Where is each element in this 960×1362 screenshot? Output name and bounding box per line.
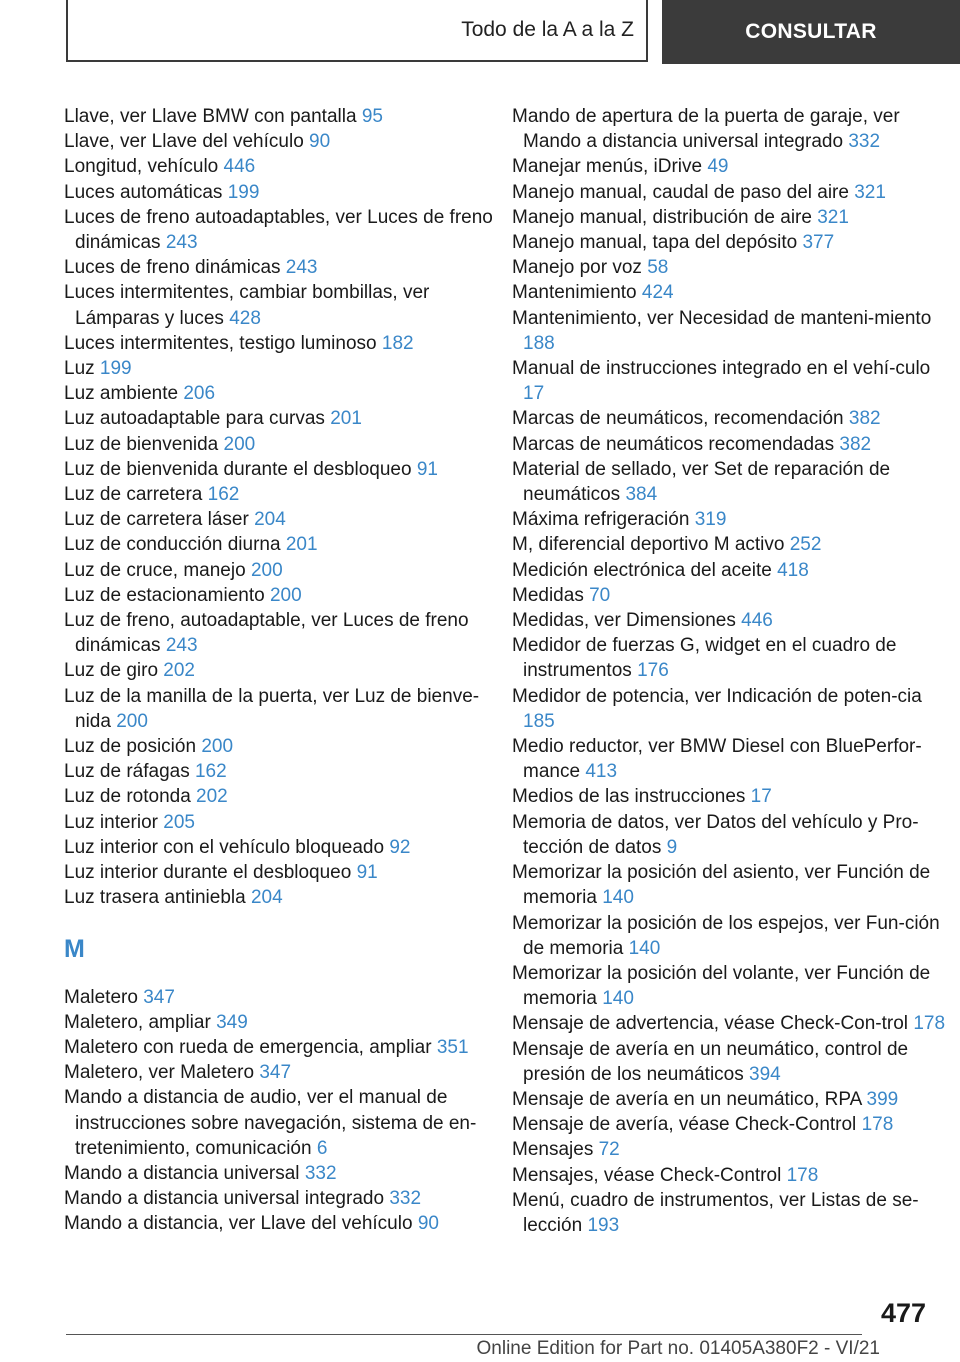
index-term: Luz de carretera láser	[64, 509, 249, 531]
index-entry	[512, 734, 952, 784]
index-entry	[64, 1035, 504, 1060]
page-link[interactable]: 428	[229, 307, 261, 329]
index-entry	[64, 608, 504, 658]
page-link[interactable]: 178	[913, 1013, 946, 1035]
page-link[interactable]: 176	[637, 660, 669, 682]
index-term: Mando a distancia de audio, ver el manual de instrucciones sobre navegación, sistema de en-tretenimiento, comunicación	[64, 1087, 477, 1159]
page-link[interactable]: 140	[602, 988, 634, 1010]
index-term: Llave, ver Llave BMW con pantalla	[64, 106, 357, 127]
index-term: Medidas, ver Dimensiones	[512, 610, 736, 632]
index-term: Marcas de neumáticos recomendadas	[512, 433, 835, 455]
index-entry	[64, 759, 504, 784]
footer-divider	[66, 1334, 862, 1335]
index-term: Mensajes	[512, 1139, 594, 1161]
page-link[interactable]: 17	[750, 786, 772, 808]
index-term: Luces intermitentes, cambiar bombillas, ver Lámparas y luces	[64, 282, 430, 329]
page-link[interactable]: 185	[523, 710, 555, 732]
index-term: Luz de cruce, manejo	[64, 559, 246, 581]
page-link[interactable]: 321	[817, 206, 849, 228]
page-link[interactable]: 178	[861, 1114, 894, 1136]
index-entry	[512, 356, 952, 406]
page-link[interactable]: 252	[789, 534, 822, 556]
page-link[interactable]: 200	[269, 584, 302, 606]
page-link[interactable]: 162	[194, 761, 227, 783]
index-term: Luces de freno dinámicas	[64, 257, 281, 279]
index-entry	[512, 633, 952, 683]
index-entry	[64, 406, 504, 431]
footer-edition-text: Online Edition for Part no. 01405A380F2 - VI/21	[476, 1338, 880, 1359]
index-term: Luz de freno, autoadaptable, ver Luces de freno dinámicas	[64, 610, 469, 657]
page-link[interactable]: 200	[250, 559, 283, 581]
page-link[interactable]: 243	[165, 635, 198, 657]
index-term: Maletero con rueda de emergencia, ampliar	[64, 1036, 432, 1058]
page-link[interactable]: 17	[523, 383, 545, 405]
index-term: Llave, ver Llave del vehículo	[64, 131, 304, 153]
index-entry	[512, 1011, 952, 1036]
index-term: Medio reductor, ver BMW Diesel con BluePerfor-mance	[512, 736, 922, 783]
index-entry	[64, 1060, 504, 1085]
page-link[interactable]: 199	[227, 181, 260, 203]
index-entry	[64, 1161, 504, 1186]
index-term: Maletero, ver Maletero	[64, 1062, 255, 1084]
index-entry	[512, 810, 952, 860]
index-term: Memorizar la posición del asiento, ver Función de memoria	[512, 862, 931, 909]
index-term: M, diferencial deportivo M activo	[512, 534, 785, 556]
index-entry	[512, 860, 952, 910]
index-entry	[512, 1112, 952, 1137]
index-entry	[64, 356, 504, 381]
index-entry	[64, 684, 504, 734]
page-link[interactable]: 91	[356, 862, 378, 884]
index-entry	[512, 230, 952, 255]
header-consult-tab[interactable]	[662, 0, 960, 64]
index-term: Luz de la manilla de la puerta, ver Luz de bienve-nida	[64, 685, 480, 732]
index-term: Mantenimiento	[512, 282, 637, 304]
index-term: Marcas de neumáticos, recomendación	[512, 408, 844, 430]
index-term: Luz de bienvenida	[64, 433, 219, 455]
index-entry	[512, 1188, 952, 1238]
index-entry	[512, 961, 952, 1011]
page-link[interactable]: 58	[647, 257, 669, 279]
page-link[interactable]: 70	[589, 584, 611, 606]
page-link[interactable]: 347	[143, 986, 175, 1008]
index-entry	[64, 280, 504, 330]
index-term: Manejo manual, tapa del depósito	[512, 232, 798, 254]
index-term: Maletero	[64, 986, 138, 1008]
index-entry	[64, 658, 504, 683]
index-term: Luz de bienvenida durante el desbloqueo	[64, 458, 412, 480]
section-heading-m: M	[64, 934, 85, 963]
page-link[interactable]: 95	[361, 106, 383, 127]
index-entry	[64, 1085, 504, 1161]
index-term: Memoria de datos, ver Datos del vehículo y Pro-tección de datos	[512, 811, 919, 858]
index-term: Maletero, ampliar	[64, 1011, 211, 1033]
index-entry	[512, 457, 952, 507]
index-entry	[512, 684, 952, 734]
index-term: Medidor de potencia, ver Indicación de poten-cia	[512, 685, 922, 707]
page-link[interactable]: 90	[309, 131, 331, 153]
index-term: Luz interior	[64, 811, 158, 833]
index-list-m	[64, 985, 504, 1237]
index-entry	[512, 532, 952, 557]
page-link[interactable]: 382	[848, 408, 881, 430]
index-entry	[512, 1163, 952, 1188]
index-entry	[512, 784, 952, 809]
index-term: Mensaje de advertencia, véase Check-Con-trol	[512, 1013, 909, 1035]
index-term: Longitud, vehículo	[64, 156, 219, 178]
index-entry	[64, 507, 504, 532]
index-term: Mensaje de avería en un neumático, RPA	[512, 1088, 862, 1110]
index-term: Mensajes, véase Check-Control	[512, 1164, 782, 1186]
page-link[interactable]: 6	[316, 1137, 328, 1159]
index-term: Luz de ráfagas	[64, 761, 190, 783]
index-term: Luz de estacionamiento	[64, 584, 265, 606]
index-entry	[64, 255, 504, 280]
page-link[interactable]: 178	[786, 1164, 819, 1186]
page-link[interactable]: 332	[304, 1162, 337, 1184]
index-term: Máxima refrigeración	[512, 509, 690, 531]
index-term: Luz de rotonda	[64, 786, 191, 808]
page-link[interactable]: 424	[641, 282, 674, 304]
page-number: 477	[880, 1298, 926, 1328]
page-link[interactable]: 394	[749, 1063, 781, 1085]
page-link[interactable]: 332	[389, 1188, 422, 1210]
index-term: Menú, cuadro de instrumentos, ver Listas de se-lección	[512, 1189, 919, 1236]
page-link[interactable]: 140	[628, 937, 661, 959]
index-column-right	[512, 104, 952, 1238]
index-term: Luz de giro	[64, 660, 159, 682]
index-term: Luz trasera antiniebla	[64, 887, 246, 909]
index-term: Memorizar la posición de los espejos, ver Fun-ción de memoria	[512, 912, 940, 959]
index-entry	[64, 532, 504, 557]
page-link[interactable]: 347	[259, 1062, 292, 1084]
page-link[interactable]: 206	[183, 383, 216, 405]
index-entry	[64, 205, 504, 255]
index-entry	[64, 331, 504, 356]
index-entry	[512, 1037, 952, 1087]
index-entry	[512, 608, 952, 633]
page-link[interactable]: 199	[99, 358, 132, 380]
page-link[interactable]: 201	[285, 534, 318, 556]
page-link[interactable]: 446	[741, 610, 773, 632]
page-link[interactable]: 92	[389, 836, 411, 858]
index-entry	[512, 911, 952, 961]
index-entry	[512, 432, 952, 457]
index-term: Manejar menús, iDrive	[512, 156, 703, 178]
index-term: Mando a distancia universal	[64, 1162, 300, 1184]
index-term: Medidas	[512, 584, 584, 606]
index-entry	[64, 482, 504, 507]
index-entry	[512, 180, 952, 205]
index-term: Medición electrónica del aceite	[512, 559, 772, 581]
page-link[interactable]: 321	[854, 181, 886, 203]
page-link[interactable]: 9	[666, 836, 678, 858]
page-link[interactable]: 382	[839, 433, 872, 455]
page-link[interactable]: 200	[201, 736, 234, 758]
index-entry	[64, 835, 504, 860]
index-entry	[64, 381, 504, 406]
index-entry	[64, 180, 504, 205]
index-entry	[64, 985, 504, 1010]
index-entry	[512, 1137, 952, 1162]
index-term: Mensaje de avería en un neumático, control de presión de los neumáticos	[512, 1038, 909, 1085]
index-entry	[512, 507, 952, 532]
page-link[interactable]: 91	[416, 458, 438, 480]
page-link[interactable]: 202	[196, 786, 228, 808]
page-link[interactable]: 200	[116, 710, 148, 732]
page-link[interactable]: 319	[694, 509, 727, 531]
index-list-l	[64, 104, 504, 911]
index-entry	[64, 457, 504, 482]
header-consult-label: CONSULTAR	[745, 20, 877, 43]
page-link[interactable]: 205	[163, 811, 195, 833]
index-entry	[64, 1186, 504, 1211]
page-link[interactable]: 49	[707, 156, 729, 178]
index-entry	[512, 306, 952, 356]
index-term: Luz de conducción diurna	[64, 534, 281, 556]
index-entry	[512, 280, 952, 305]
index-term: Manual de instrucciones integrado en el vehí-culo	[512, 358, 931, 380]
index-term: Luz interior durante el desbloqueo	[64, 862, 352, 884]
page-link[interactable]: 413	[585, 761, 618, 783]
index-term: Luz de carretera	[64, 484, 203, 506]
page-link[interactable]: 377	[802, 232, 835, 254]
index-term: Luces intermitentes, testigo luminoso	[64, 332, 377, 354]
page-link[interactable]: 446	[223, 156, 256, 178]
index-entry	[64, 583, 504, 608]
page-link[interactable]: 204	[254, 509, 286, 531]
header-section-tab	[66, 0, 648, 62]
index-entry	[512, 104, 952, 154]
index-entry	[64, 885, 504, 910]
index-term: Mando de apertura de la puerta de garaje, ver Mando a distancia universal integrado	[512, 106, 900, 153]
index-term: Luz	[64, 358, 95, 380]
index-entry	[64, 129, 504, 154]
page-link[interactable]: 72	[598, 1139, 620, 1161]
page-link[interactable]: 349	[216, 1011, 248, 1033]
index-entry	[64, 860, 504, 885]
index-term: Mensaje de avería, véase Check-Control	[512, 1114, 857, 1136]
index-term: Medios de las instrucciones	[512, 786, 746, 808]
index-entry	[64, 1211, 504, 1236]
index-term: Mando a distancia, ver Llave del vehículo	[64, 1213, 413, 1235]
index-entry	[64, 104, 504, 129]
index-list-m-continued	[512, 104, 952, 1238]
index-entry	[64, 1010, 504, 1035]
page-link[interactable]: 332	[848, 131, 881, 153]
index-term: Manejo manual, caudal de paso del aire	[512, 181, 849, 203]
page-link[interactable]: 201	[330, 408, 362, 430]
index-entry	[512, 205, 952, 230]
page-link[interactable]: 351	[436, 1036, 469, 1058]
index-column-left	[64, 104, 504, 1237]
page-link[interactable]: 193	[587, 1214, 620, 1236]
index-term: Luces de freno autoadaptables, ver Luces de freno dinámicas	[64, 206, 493, 254]
index-term: Luz interior con el vehículo bloqueado	[64, 836, 385, 858]
index-term: Luces automáticas	[64, 181, 223, 203]
index-entry	[64, 784, 504, 809]
index-term: Material de sellado, ver Set de reparación de neumáticos	[512, 458, 891, 506]
page-link[interactable]: 204	[250, 887, 283, 909]
index-term: Medidor de fuerzas G, widget en el cuadro de instrumentos	[512, 635, 897, 682]
index-entry	[512, 1087, 952, 1112]
header-section-label: Todo de la A a la Z	[461, 18, 634, 41]
index-entry	[64, 432, 504, 457]
index-term: Mando a distancia universal integrado	[64, 1188, 385, 1210]
index-entry	[64, 734, 504, 759]
page-link[interactable]: 384	[625, 484, 658, 506]
index-entry	[64, 810, 504, 835]
index-term: Manejo manual, distribución de aire	[512, 206, 812, 228]
index-entry	[512, 255, 952, 280]
index-entry	[512, 406, 952, 431]
page-link[interactable]: 162	[207, 484, 240, 506]
index-term: Mantenimiento, ver Necesidad de manteni-miento	[512, 307, 932, 329]
page-link[interactable]: 200	[223, 433, 256, 455]
index-term: Luz de posición	[64, 736, 197, 758]
index-term: Luz ambiente	[64, 383, 179, 405]
page-link[interactable]: 90	[417, 1213, 439, 1235]
page-link[interactable]: 188	[523, 332, 555, 354]
index-term: Memorizar la posición del volante, ver Función de memoria	[512, 962, 931, 1010]
page-link[interactable]: 243	[165, 232, 198, 254]
index-entry	[64, 154, 504, 179]
page-link[interactable]: 202	[163, 660, 195, 682]
page-link[interactable]: 182	[381, 332, 414, 354]
index-term: Manejo por voz	[512, 257, 642, 279]
index-entry	[512, 558, 952, 583]
index-term: Luz autoadaptable para curvas	[64, 408, 325, 430]
index-entry	[512, 583, 952, 608]
page-link[interactable]: 140	[602, 887, 634, 909]
page-link[interactable]: 243	[285, 257, 318, 279]
index-entry	[512, 154, 952, 179]
index-entry	[64, 558, 504, 583]
page-link[interactable]: 399	[866, 1088, 899, 1110]
page-link[interactable]: 418	[777, 559, 809, 581]
